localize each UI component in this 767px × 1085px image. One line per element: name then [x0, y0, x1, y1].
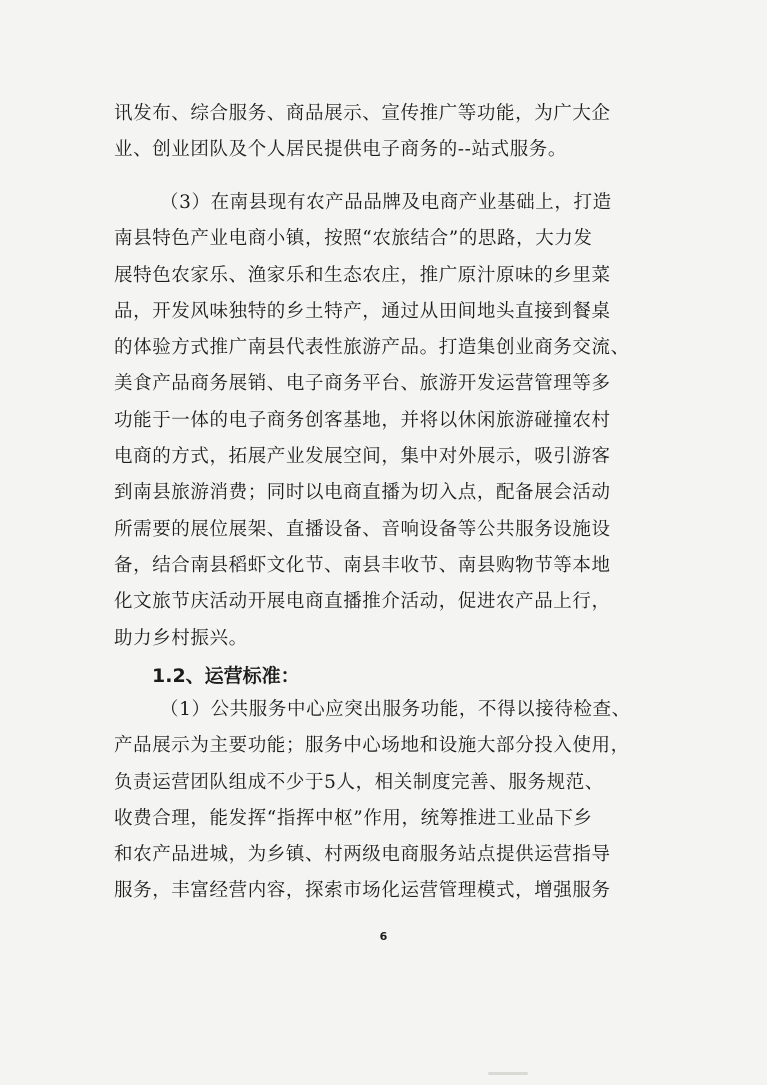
text-line: 业、创业团队及个人居民提供电子商务的--站式服务。	[114, 139, 568, 161]
text-line: 讯发布、综合服务、商品展示、宣传推广等功能，为广大企	[114, 103, 611, 124]
text-line: 化文旅节庆活动开展电商直播推介活动，促进农产品上行，	[114, 591, 611, 613]
paragraph-continuation	[114, 96, 611, 169]
text-line: 美食产品商务展销、电子商务平台、旅游开发运营管理等多	[114, 373, 611, 395]
scan-mark	[488, 1072, 528, 1075]
text-line: 到南县旅游消费；同时以电商直播为切入点，配备展会活动	[114, 482, 611, 504]
text-line: （3）在南县现有农产品品牌及电商产业基础上，打造	[160, 192, 612, 213]
paragraph-3-section	[114, 185, 630, 657]
text-line: 产品展示为主要功能；服务中心场地和设施大部分投入使用，	[114, 735, 630, 757]
text-line: 负责运营团队组成不少于5人，相关制度完善、服务规范、	[114, 771, 604, 793]
text-line: 功能于一体的电子商务创客基地，并将以休闲旅游碰撞农村	[114, 409, 611, 431]
text-line: 的体验方式推广南县代表性旅游产品。打造集创业商务交流、	[114, 337, 630, 359]
page-number: 6	[379, 930, 388, 943]
text-line: 展特色农家乐、渔家乐和生态农庄，推广原汁原味的乡里菜	[114, 264, 611, 286]
text-line: 所需要的展位展架、直播设备、音响设备等公共服务设施设	[114, 518, 611, 540]
paragraph-operating-standards	[114, 692, 631, 910]
text-line: 品，开发风味独特的乡土特产，通过从田间地头直接到餐桌	[114, 300, 611, 322]
text-line: 备，结合南县稻虾文化节、南县丰收节、南县购物节等本地	[114, 554, 611, 576]
text-line: 助力乡村振兴。	[114, 627, 248, 649]
text-line: 南县特色产业电商小镇，按照“农旅结合”的思路，大力发	[114, 228, 593, 250]
text-line: 服务，丰富经营内容，探索市场化运营管理模式，增强服务	[114, 880, 611, 902]
text-line: （1）公共服务中心应突出服务功能，不得以接待检查、	[160, 699, 631, 720]
text-line: 电商的方式，拓展产业发展空间，集中对外展示，吸引游客	[114, 446, 611, 468]
section-heading: 1.2、运营标准：	[152, 665, 300, 687]
text-line: 收费合理，能发挥“指挥中枢”作用，统筹推进工业品下乡	[114, 807, 593, 829]
text-line: 和农产品进城，为乡镇、村两级电商服务站点提供运营指导	[114, 844, 611, 866]
